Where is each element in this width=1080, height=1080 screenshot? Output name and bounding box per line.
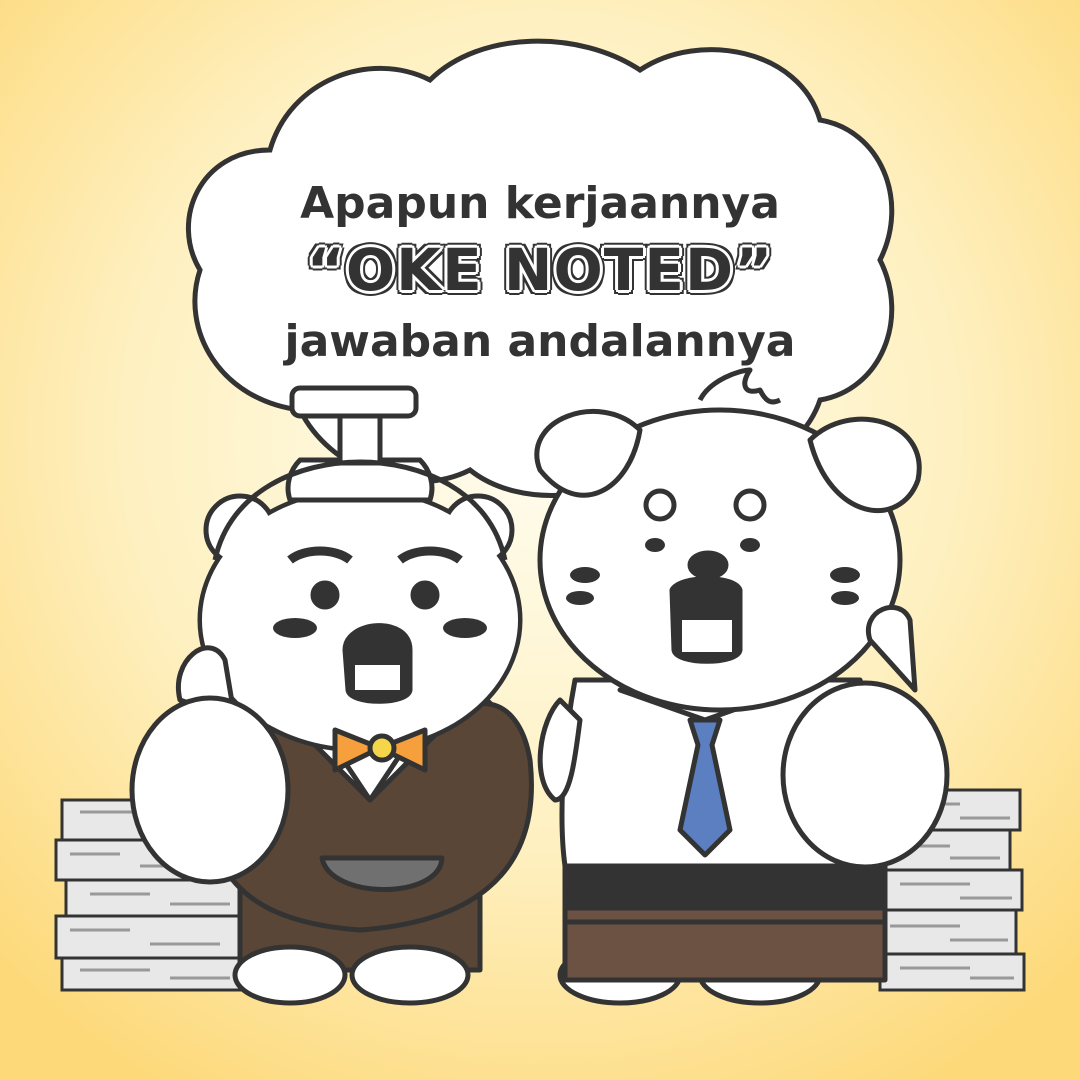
speech-line-2: “OKE NOTED” bbox=[306, 236, 774, 304]
bear-foot-left bbox=[235, 947, 345, 1003]
bear-eye-left bbox=[313, 583, 337, 607]
bear-eye-right bbox=[413, 583, 437, 607]
dog-whisker-right-1 bbox=[830, 567, 860, 583]
office-dog bbox=[537, 370, 947, 1003]
dog-whisker-right-2 bbox=[831, 591, 859, 605]
bear-cheek-right bbox=[443, 618, 487, 638]
dog-eye-right bbox=[736, 491, 764, 519]
dog-nose bbox=[690, 553, 726, 577]
bow-tie-knot bbox=[370, 736, 394, 760]
dog-fist bbox=[783, 683, 947, 867]
chef-hat-top bbox=[292, 388, 416, 416]
dog-pants-top bbox=[565, 862, 885, 912]
bear-foot-right bbox=[352, 947, 468, 1003]
speech-line-1: Apapun kerjaannya bbox=[300, 178, 780, 229]
speech-line-3: jawaban andalannya bbox=[284, 316, 796, 367]
chef-hat-stem bbox=[340, 415, 380, 463]
bear-fist bbox=[132, 698, 288, 882]
dog-whisker-left-2 bbox=[566, 591, 594, 605]
bear-cheek-left bbox=[273, 618, 317, 638]
dog-eye-left bbox=[646, 491, 674, 519]
dog-whisker-left-1 bbox=[570, 567, 600, 583]
dog-pants-bottom bbox=[565, 920, 885, 980]
